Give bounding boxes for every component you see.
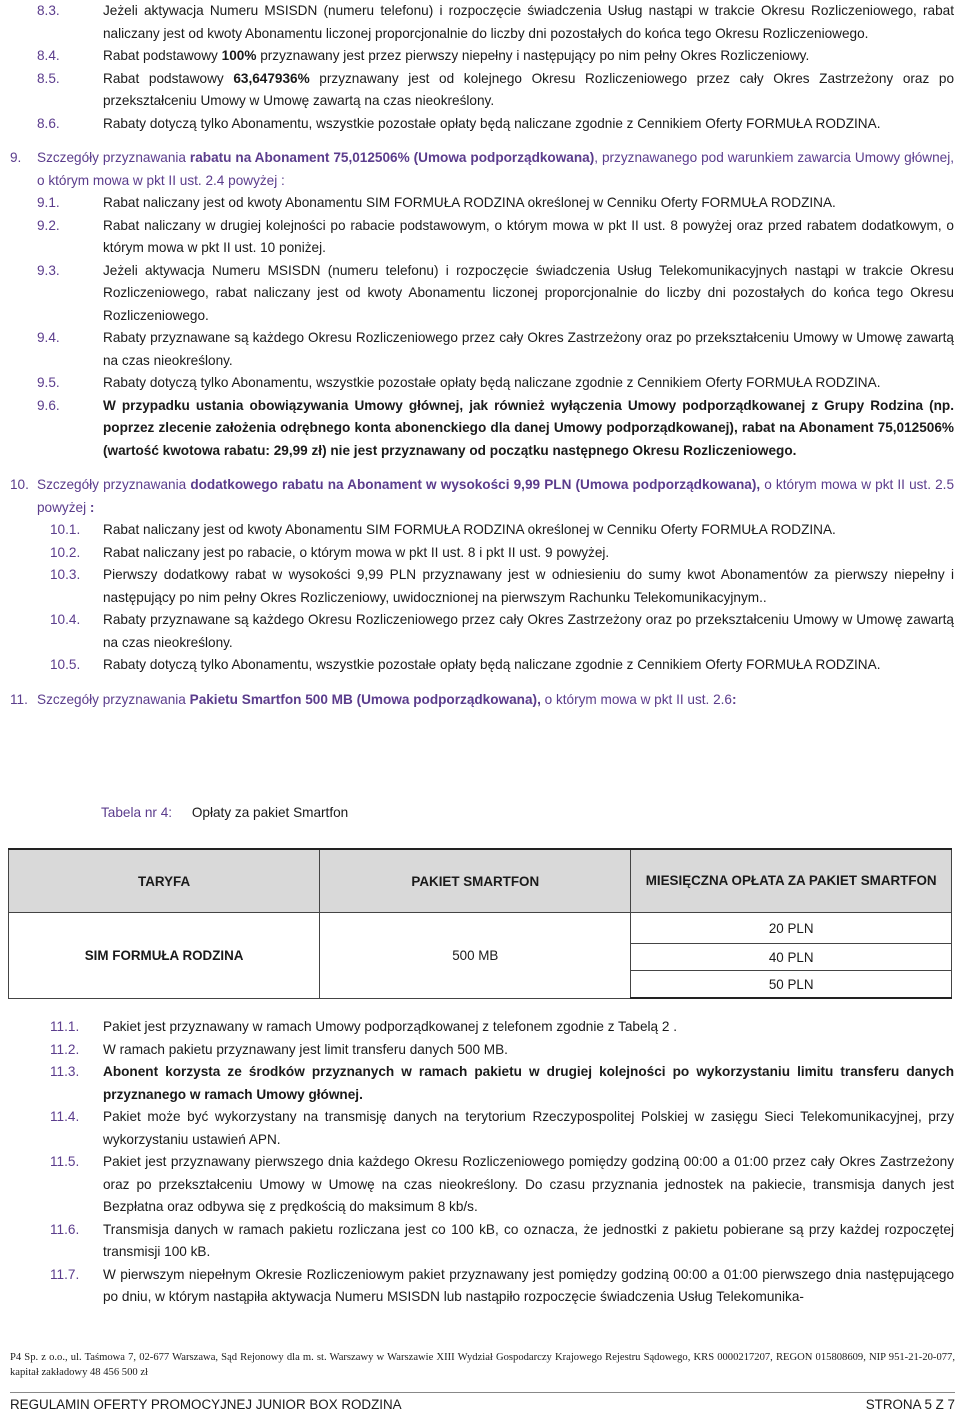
clause-number: 8.5.	[37, 70, 60, 86]
clause-number: 8.6.	[37, 115, 60, 131]
clause-10-4: 10.4. Rabaty przyznawane są każdego Okresu Rozliczeniowego przez cały Okres Zastrzeżony oraz po przekształceniu Umowy w Umowę zawartą na czas nieokreślony.	[50, 612, 954, 650]
column-header-tariff: TARYFA	[9, 849, 320, 913]
section-9-heading: 9. Szczegóły przyznawania rabatu na Abonament 75,012506% (Umowa podporządkowana), przyznawanego pod warunkiem zawarcia Umowy głównej, o którym mowa w pkt II ust. 2.4 powyżej :	[10, 147, 960, 192]
table-header-row	[9, 849, 952, 913]
clause-8-3	[37, 0, 960, 45]
clause-10-5: 10.5. Rabaty dotyczą tylko Abonamentu, wszystkie pozostałe opłaty będą naliczane zgodnie z Cennikiem Oferty FORMUŁA RODZINA.	[50, 657, 881, 672]
clause-10-3: 10.3. Pierwszy dodatkowy rabat w wysokości 9,99 PLN przyznawany jest w odniesieniu do sumy kwot Abonamentów za pierwszy niepełny i następujący po nim pełny Okres Rozliczeniowy, uwidocznionej na pierwszym Rachunku Telekomunikacyjnym..	[50, 567, 954, 605]
fee-cell: 50 PLN	[631, 971, 952, 999]
clause-10-1: 10.1. Rabat naliczany jest od kwoty Abonamentu SIM FORMUŁA RODZINA określonej w Cenniku Oferty FORMUŁA RODZINA.	[50, 522, 836, 537]
clause-9-3: 9.3. Jeżeli aktywacja Numeru MSISDN (numeru telefonu) i rozpoczęcie świadczenia Usług Telekomunikacyjnych nastąpi w trakcie Okresu Rozliczeniowego, rabat naliczany jest od kwoty Abonamentu liczonej proporcjonalnie do liczby dni pozostałych do końca tego Okresu Rozliczeniowego.	[37, 262, 954, 323]
smartfon-fee-table	[8, 848, 952, 999]
clause-11-5: 11.5. Pakiet jest przyznawany pierwszego dnia każdego Okresu Rozliczeniowego pomiędzy godziną 00:00 a 01:00 przez cały Okres Zastrzeżony oraz po przekształceniu Umowy w Umowę na czas nieokreślony. Do czasu przyznania jednostek na pakiecie, transmisja danych jest Bezpłatna oraz odbywa się z prędkością do maksimum 8 kb/s.	[50, 1154, 954, 1214]
document-title: REGULAMIN OFERTY PROMOCYJNEJ JUNIOR BOX RODZINA	[10, 1397, 402, 1412]
section-11-items	[0, 1016, 960, 1309]
page-number: STRONA 5 Z 7	[865, 1397, 955, 1412]
clause-11-3: 11.3. Abonent korzysta ze środków przyznanych w ramach pakietu w drugiej kolejności po wykorzystaniu limitu transferu danych przyznanego w ramach Umowy głównej.	[50, 1064, 954, 1102]
section-11-heading: 11. Szczegóły przyznawania Pakietu Smartfon 500 MB (Umowa podporządkowana), o którym mowa w pkt II ust. 2.6:	[10, 689, 960, 712]
table-caption	[101, 803, 348, 823]
company-address: P4 Sp. z o.o., ul. Taśmowa 7, 02-677 Warszawa, Sąd Rejonowy dla m. st. Warszawy w Warszawie XIII Wydział Gospodarczy Krajowego Rejestru Sądowego, KRS 0000217207, REGON 015808609, NIP 951-21-20-077, kapitał zakładowy 48 456 500 zł	[10, 1352, 955, 1378]
clause-10-2: 10.2. Rabat naliczany jest po rabacie, o którym mowa w pkt II ust. 8 i pkt II ust. 9 powyżej.	[50, 544, 610, 560]
clause-9-1: 9.1. Rabat naliczany jest od kwoty Abonamentu SIM FORMUŁA RODZINA określonej w Cenniku Oferty FORMUŁA RODZINA.	[37, 195, 836, 210]
clause-11-7: 11.7. W pierwszym niepełnym Okresie Rozliczeniowym pakiet przyznawany jest pomiędzy godziną 00:00 a 01:00 pierwszego dnia następującego po dniu, w którym nastąpiła aktywacja Numeru MSISDN lub nastąpiło rozpoczęcie świadczenia Usług Telekomunika-	[50, 1266, 954, 1304]
rate-value: 63,647936%	[233, 70, 310, 86]
clause-8-5: 8.5. Rabat podstawowy 63,647936% przyznawany jest od kolejnego Okresu Rozliczeniowego przez cały Okres Zastrzeżony oraz po przekształceniu Umowy w Umowę zawartą na czas nieokreślony.	[37, 68, 960, 113]
clause-11-6: 11.6. Transmisja danych w ramach pakietu rozliczana jest co 100 kB, co oznacza, że jednostki z pakietu pobierane są przy każdej rozpoczętej transmisji 100 kB.	[50, 1221, 954, 1259]
table-caption-label: Tabela nr 4:	[101, 805, 173, 820]
clause-11-4: 11.4. Pakiet może być wykorzystany na transmisję danych na terytorium Rzeczypospolitej Polskiej w zasięgu Sieci Telekomunikacyjnej, przy wykorzystaniu ustawień APN.	[50, 1109, 954, 1147]
table-caption-text: Opłaty za pakiet Smartfon	[191, 805, 349, 820]
tariff-cell: SIM FORMUŁA RODZINA	[9, 913, 320, 999]
clause-8-4: 8.4. Rabat podstawowy 100% przyznawany jest przez pierwszy niepełny i następujący po nim pełny Okres Rozliczeniowy.	[37, 45, 960, 68]
clause-number: 8.3.	[37, 3, 60, 18]
column-header-package: PAKIET SMARTFON	[320, 849, 631, 913]
clause-9-5: 9.5. Rabaty dotyczą tylko Abonamentu, wszystkie pozostałe opłaty będą naliczane zgodnie z Cennikiem Oferty FORMUŁA RODZINA.	[37, 375, 881, 390]
column-header-fee: MIESIĘCZNA OPŁATA ZA PAKIET SMARTFON	[631, 849, 952, 913]
clause-9-4: 9.4. Rabaty przyznawane są każdego Okresu Rozliczeniowego przez cały Okres Zastrzeżony oraz po przekształceniu Umowy w Umowę zawartą na czas nieokreślony.	[37, 330, 954, 368]
rate-value: 100%	[221, 48, 257, 63]
section-number: 9.	[10, 150, 22, 165]
clause-text: Jeżeli aktywacja Numeru MSISDN (numeru telefonu) i rozpoczęcie świadczenia Usług nastąpi w trakcie Okresu Rozliczeniowego, rabat naliczany jest od kwoty Abonamentu liczonej proporcjonalnie do liczby dni pozostałych do końca tego Okresu Rozliczeniowego.	[103, 3, 954, 41]
clause-text: Rabaty dotyczą tylko Abonamentu, wszystkie pozostałe opłaty będą naliczane zgodnie z Cennikiem Oferty FORMUŁA RODZINA.	[103, 115, 881, 131]
page-footer	[10, 1397, 955, 1413]
package-cell: 500 MB	[320, 913, 631, 999]
fee-cell: 40 PLN	[631, 944, 952, 971]
fee-cell: 20 PLN	[631, 913, 952, 944]
section-10-heading: 10. Szczegóły przyznawania dodatkowego rabatu na Abonament w wysokości 9,99 PLN (Umowa podporządkowana), o którym mowa w pkt II ust. 2.5 powyżej :	[10, 474, 960, 519]
clause-11-2: 11.2. W ramach pakietu przyznawany jest limit transferu danych 500 MB.	[50, 1041, 508, 1057]
section-number: 10.	[10, 477, 29, 492]
clause-number: 8.4.	[37, 48, 60, 63]
clause-9-2: 9.2. Rabat naliczany w drugiej kolejności po rabacie podstawowym, o którym mowa w pkt II ust. 8 powyżej oraz przed rabatem dodatkowym, o którym mowa w pkt II ust. 10 poniżej.	[37, 217, 954, 255]
clause-8-6	[37, 113, 960, 136]
section-number: 11.	[10, 691, 28, 707]
footer-divider	[10, 1392, 955, 1393]
clause-9-6: 9.6. W przypadku ustania obowiązywania Umowy głównej, jak również wyłączenia Umowy podporządkowanej z Grupy Rodzina (np. poprzez zlecenie założenia odrębnego konta abonenckiego dla danej Umowy podporządkowanej), rabat na Abonament 75,012506% (wartość kwotowa rabatu: 29,99 zł) nie jest przyznawany od początku następnego Okresu Rozliczeniowego.	[37, 397, 954, 458]
table-row	[9, 913, 952, 944]
clause-11-1: 11.1. Pakiet jest przyznawany w ramach Umowy podporządkowanej z telefonem zgodnie z Tabelą 2 .	[50, 1019, 678, 1034]
